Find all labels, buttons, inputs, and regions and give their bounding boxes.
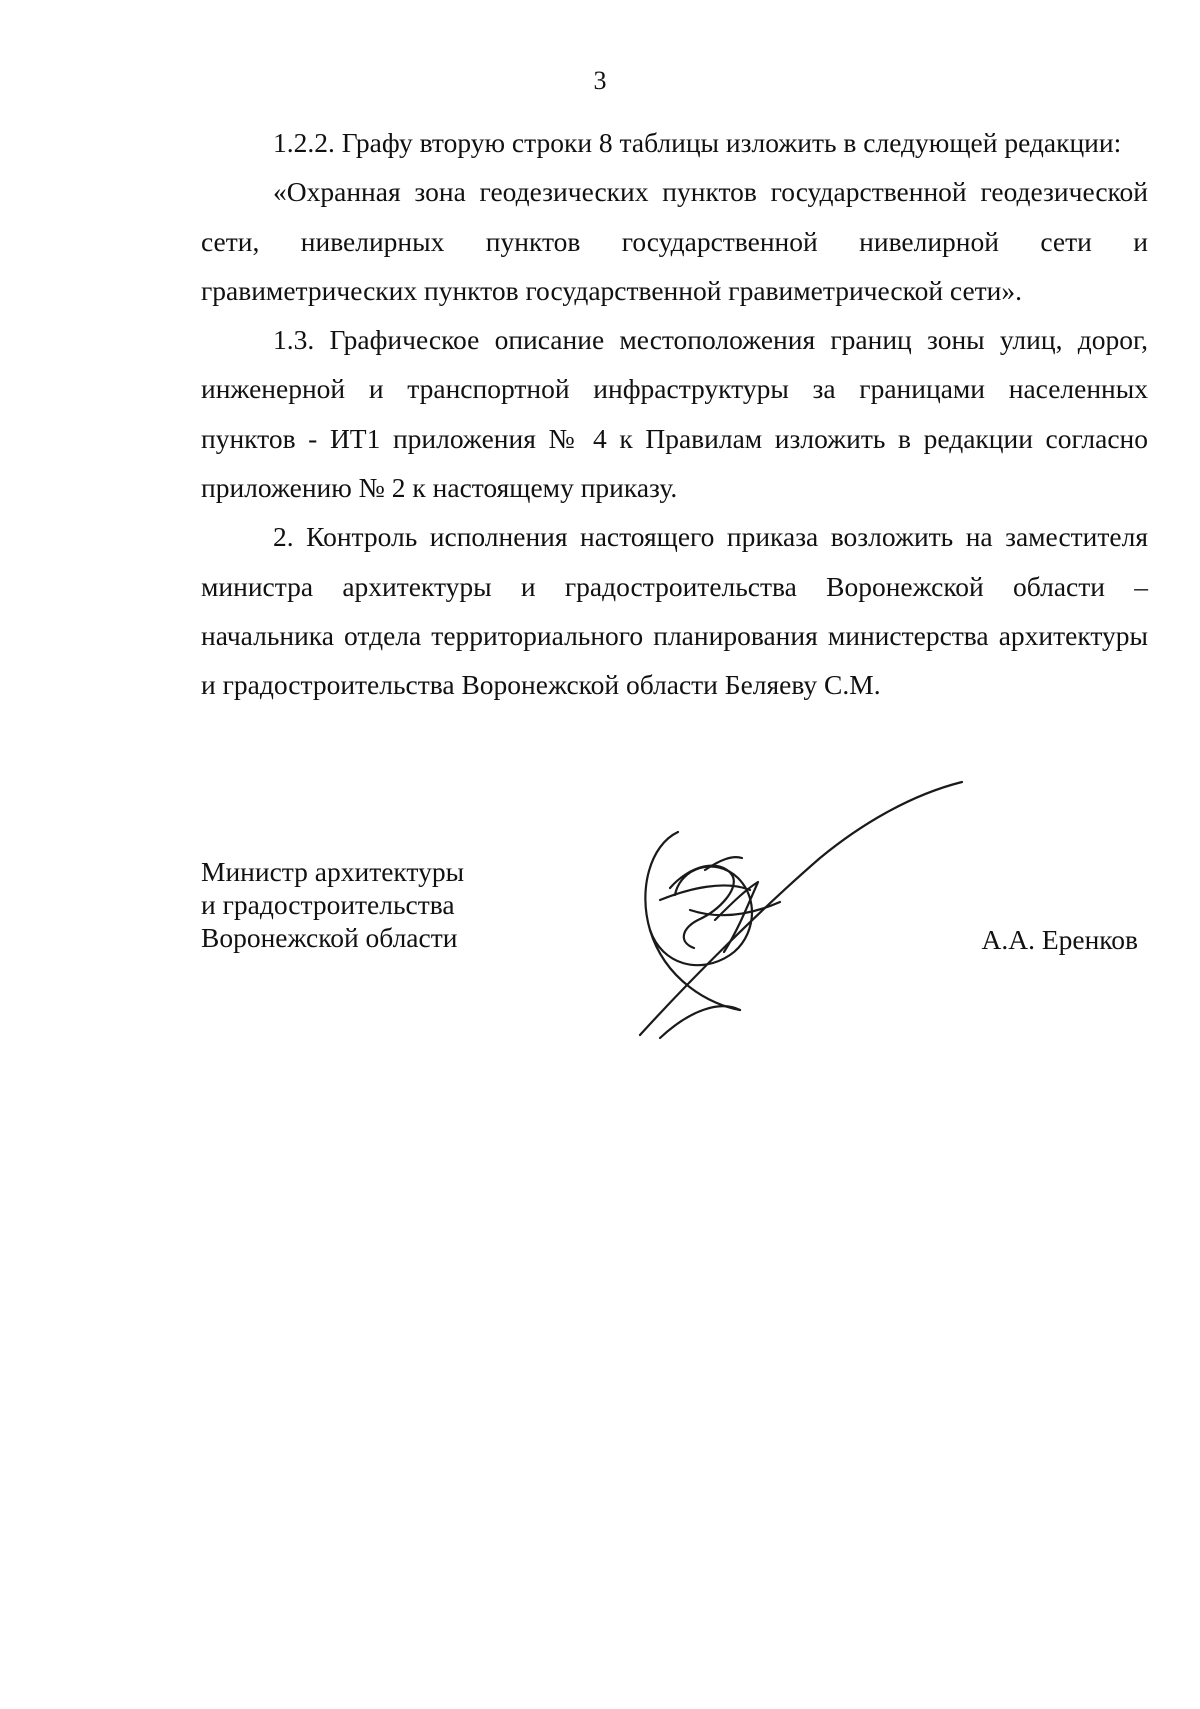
paragraph-1-3: 1.3. Графическое описание местоположения границ зоны улиц, дорог, инженерной и транспортной инфраструктуры за границами населенных пунктов - ИТ1 приложения № 4 к Правилам изложить в редакции согласно приложению № 2 к настоящему приказу. xyxy=(201,324,1148,504)
document-body xyxy=(201,118,1148,710)
paragraph-1-2-2: 1.2.2. Графу вторую строки 8 таблицы изложить в следующей редакции: xyxy=(273,127,1122,158)
paragraph-quoted-text: «Охранная зона геодезических пунктов государственной геодезической сети, нивелирных пунктов государственной нивелирной сети и гравиметрических пунктов государственной гравиметрической сети». xyxy=(201,176,1148,306)
page-number: 3 xyxy=(593,66,607,95)
signer-position xyxy=(201,855,464,954)
signer-position-line-1: Министр архитектуры xyxy=(201,856,465,887)
signer-position-line-2: и градостроительства xyxy=(201,889,455,920)
paragraph-2: 2. Контроль исполнения настоящего приказа возложить на заместителя министра архитектуры и градостроительства Воронежской области – начальника отдела территориального планирования министерства архитектуры и градостроительства Воронежской области Беляеву С.М. xyxy=(201,521,1148,701)
signer-name: А.А. Еренков xyxy=(981,924,1138,955)
signer-position-line-3: Воронежской области xyxy=(201,922,458,953)
handwritten-signature xyxy=(620,770,980,1050)
